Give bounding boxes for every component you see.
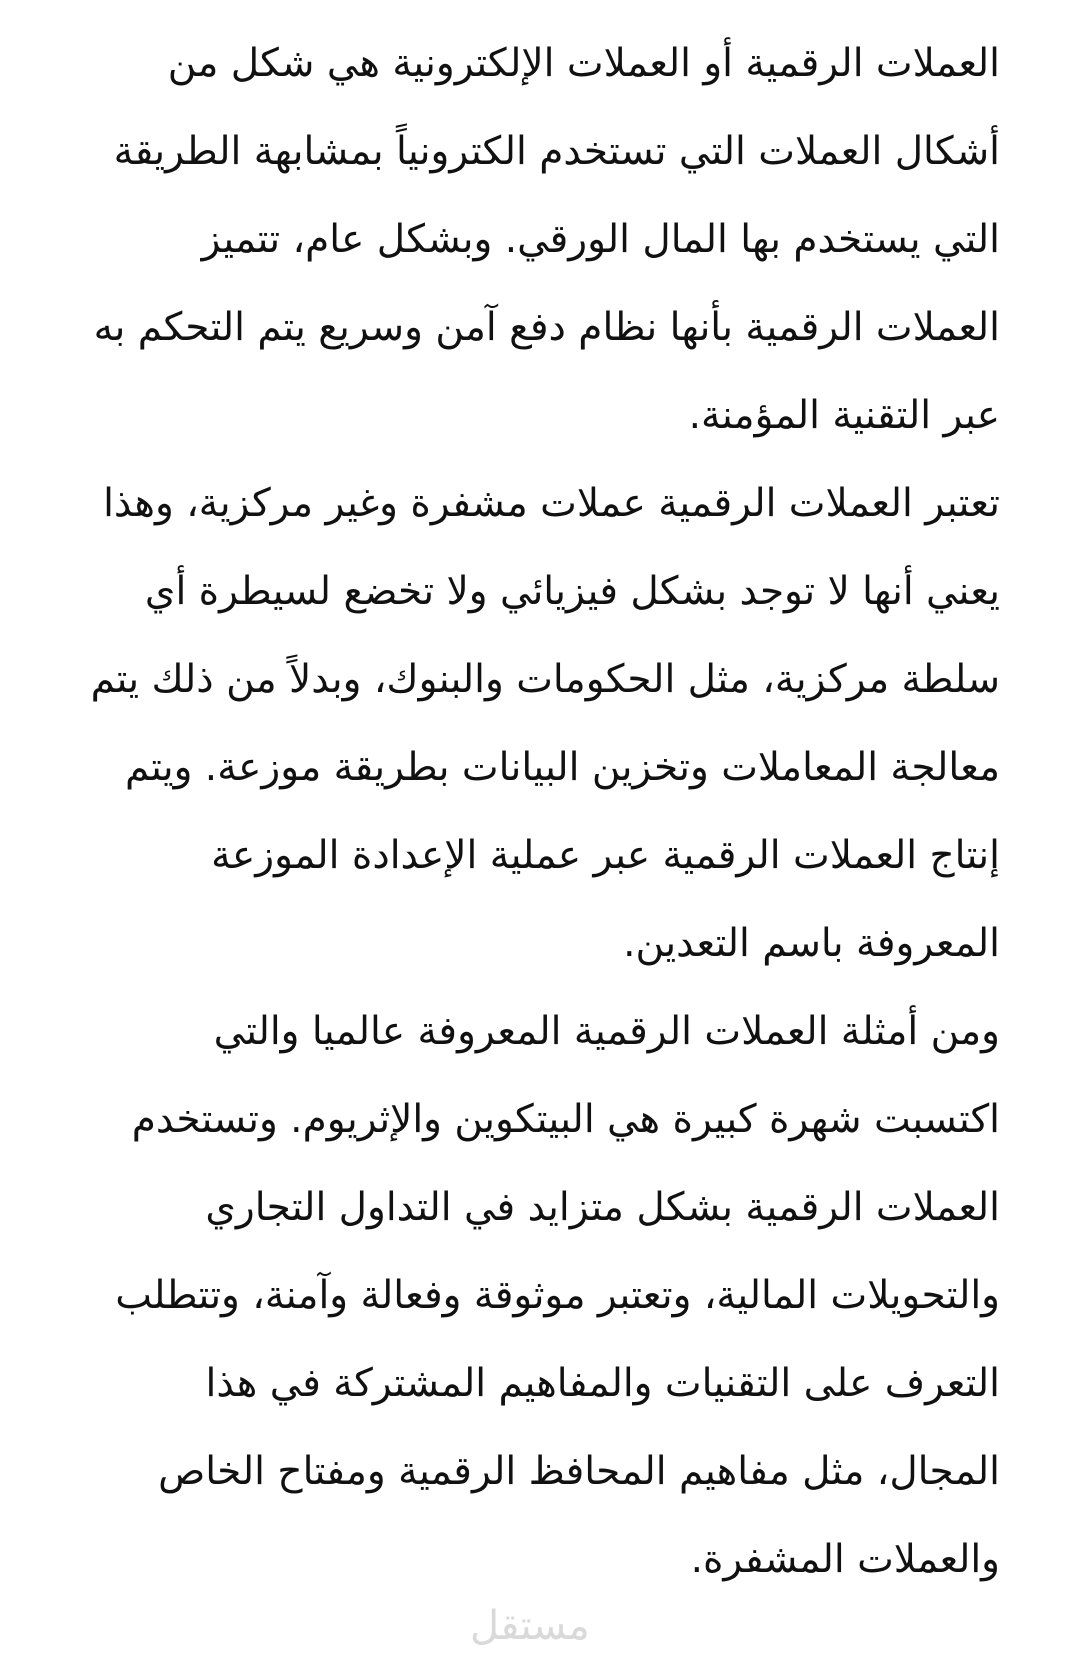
watermark-logo: مستقل	[470, 1603, 590, 1649]
paragraph-decentralization: تعتبر العملات الرقمية عملات مشفرة وغير مركزية، وهذا يعني أنها لا توجد بشكل فيزيائي ولا تخضع لسيطرة أي سلطة مركزية، مثل الحكومات والبنوك، وبدلاً من ذلك يتم معالجة المعاملات وتخزين البيانات بطريقة موزعة. ويتم إنتاج العملات الرقمية عبر عملية الإعدادة الموزعة المعروفة باسم التعدين.	[90, 481, 1000, 966]
paragraph-examples: ومن أمثلة العملات الرقمية المعروفة عالميا والتي اكتسبت شهرة كبيرة هي البيتكوين والإثريوم. وتستخدم العملات الرقمية بشكل متزايد في التداول التجاري والتحويلات المالية، وتعتبر موثوقة وفعالة وآمنة، وتتطلب التعرف على التقنيات والمفاهيم المشتركة في هذا المجال، مثل مفاهيم المحافظ الرقمية ومفتاح الخاص والعملات المشفرة.	[115, 1009, 1000, 1582]
paragraph-intro: العملات الرقمية أو العملات الإلكترونية هي شكل من أشكال العملات التي تستخدم الكترونياً بمشابهة الطريقة التي يستخدم بها المال الورقي. وبشكل عام، تتميز العملات الرقمية بأنها نظام دفع آمن وسريع يتم التحكم به عبر التقنية المؤمنة.	[93, 41, 1000, 438]
